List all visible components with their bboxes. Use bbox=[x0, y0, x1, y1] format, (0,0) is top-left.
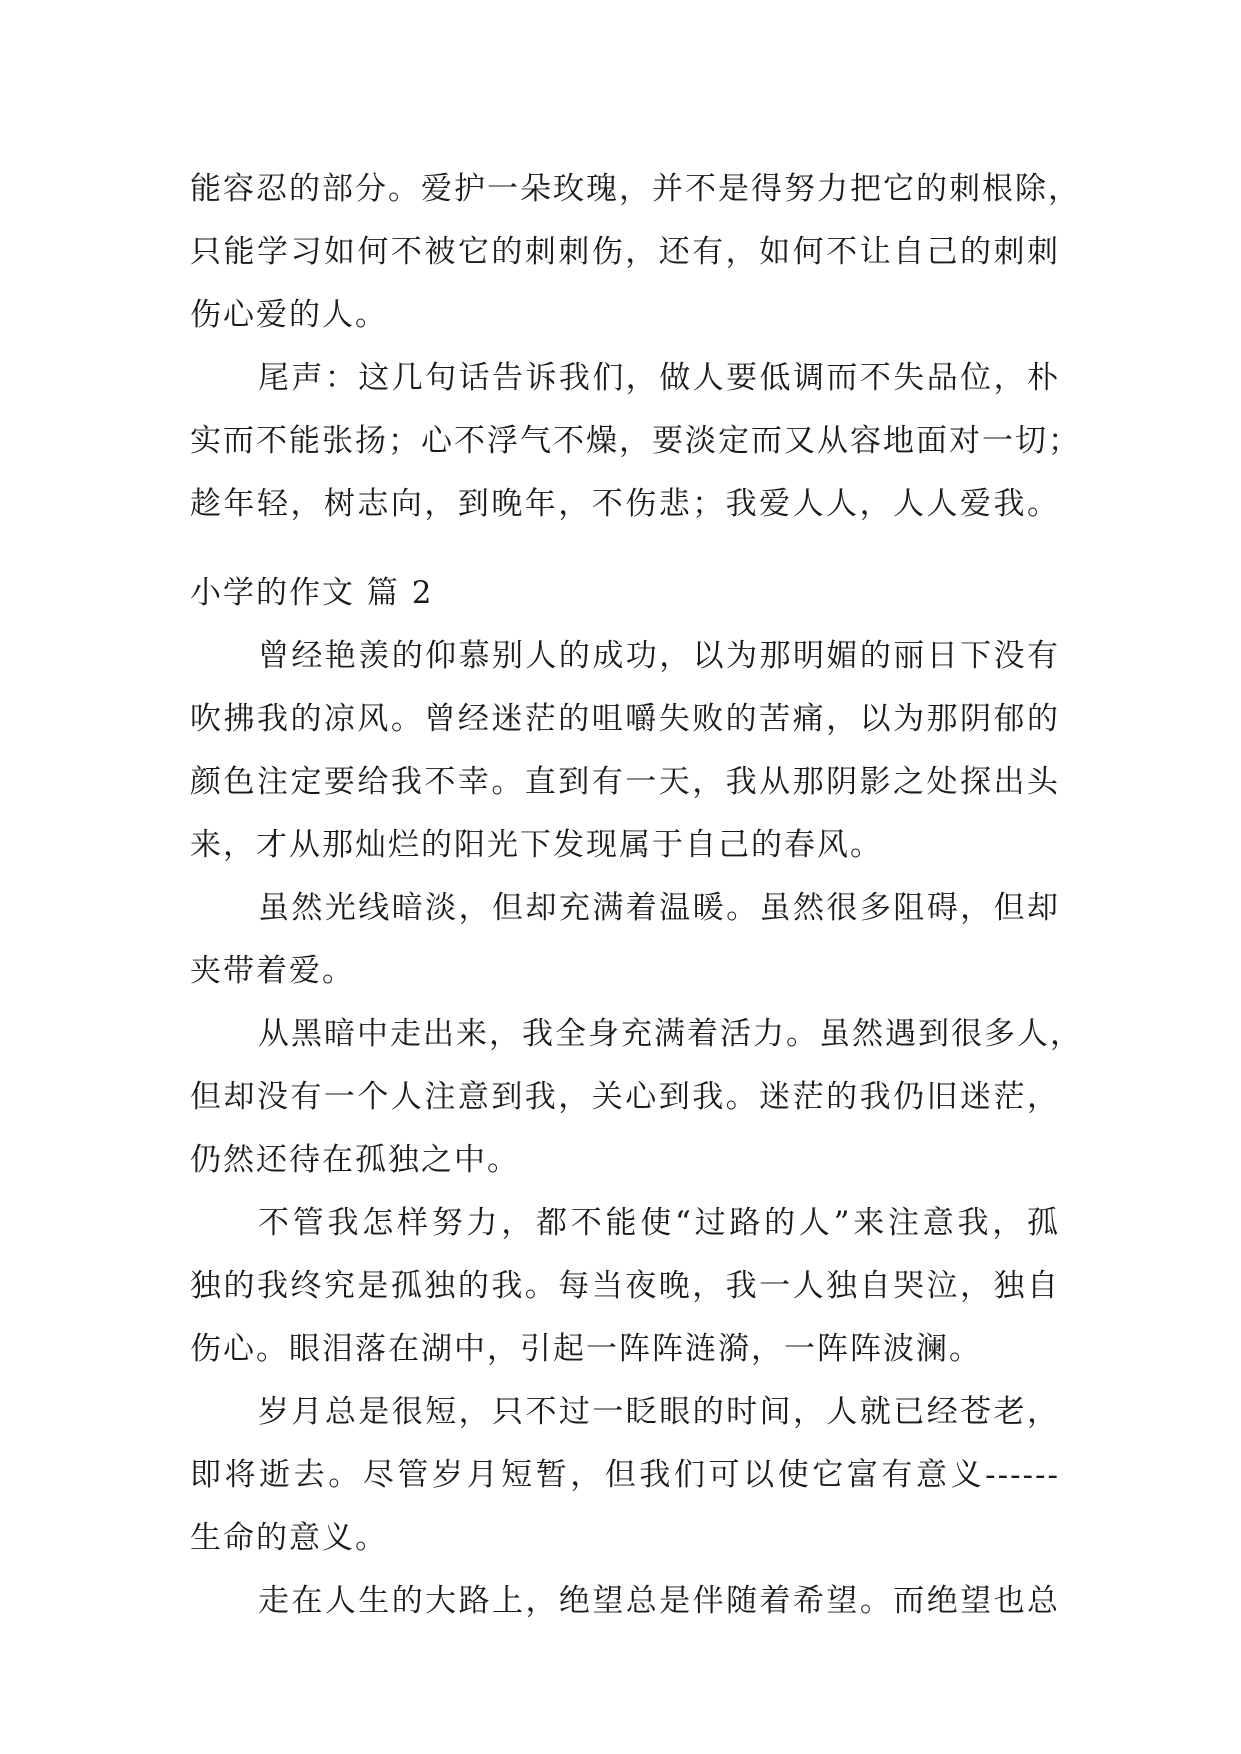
essay-2-body bbox=[190, 625, 1083, 1633]
paragraph-line: 不管我怎样努力，都不能使“过路的人”来注意我，孤 bbox=[258, 1205, 1060, 1241]
paragraph-line: 虽然光线暗淡，但却充满着温暖。虽然很多阻碍，但却 bbox=[258, 890, 1060, 926]
essay-1-body bbox=[190, 158, 1081, 536]
paragraph-line: 仍然还待在孤独之中。 bbox=[190, 1142, 520, 1178]
paragraph-line: 从黑暗中走出来，我全身充满着活力。虽然遇到很多人， bbox=[258, 1016, 1083, 1052]
paragraph-line: 伤心。眼泪落在湖中，引起一阵阵涟漪，一阵阵波澜。 bbox=[190, 1331, 982, 1367]
paragraph-line: 生命的意义。 bbox=[190, 1520, 388, 1556]
paragraph-line: 吹拂我的凉风。曾经迷茫的咀嚼失败的苦痛，以为那阴郁的 bbox=[190, 701, 1060, 737]
paragraph-line: 夹带着爱。 bbox=[190, 953, 355, 989]
paragraph-line: 即将逝去。尽管岁月短暂，但我们可以使它富有意义------ bbox=[190, 1457, 1060, 1493]
paragraph-line: 能容忍的部分。爱护一朵玫瑰，并不是得努力把它的刺根除， bbox=[190, 171, 1081, 207]
paragraph-line: 独的我终究是孤独的我。每当夜晚，我一人独自哭泣，独自 bbox=[190, 1268, 1060, 1304]
paragraph-line: 来，才从那灿烂的阳光下发现属于自己的春风。 bbox=[190, 827, 883, 863]
paragraph-line: 只能学习如何不被它的刺刺伤，还有，如何不让自己的刺刺 bbox=[190, 234, 1060, 270]
paragraph-line: 尾声：这几句话告诉我们，做人要低调而不失品位，朴 bbox=[258, 360, 1060, 396]
paragraph-line: 曾经艳羡的仰慕别人的成功，以为那明媚的丽日下没有 bbox=[258, 638, 1060, 674]
paragraph-line: 伤心爱的人。 bbox=[190, 297, 388, 333]
essay-2-title: 小学的作文 篇 2 bbox=[190, 575, 434, 611]
paragraph-line: 实而不能张扬；心不浮气不燥，要淡定而又从容地面对一切； bbox=[190, 423, 1081, 459]
paragraph-line: 颜色注定要给我不幸。直到有一天，我从那阴影之处探出头 bbox=[190, 764, 1060, 800]
paragraph-line: 走在人生的大路上，绝望总是伴随着希望。而绝望也总 bbox=[258, 1583, 1060, 1619]
paragraph-line: 岁月总是很短，只不过一眨眼的时间，人就已经苍老， bbox=[258, 1394, 1060, 1430]
paragraph-line: 但却没有一个人注意到我，关心到我。迷茫的我仍旧迷茫， bbox=[190, 1079, 1060, 1115]
paragraph-line: 趁年轻，树志向，到晚年，不伤悲；我爱人人，人人爱我。 bbox=[190, 486, 1060, 522]
